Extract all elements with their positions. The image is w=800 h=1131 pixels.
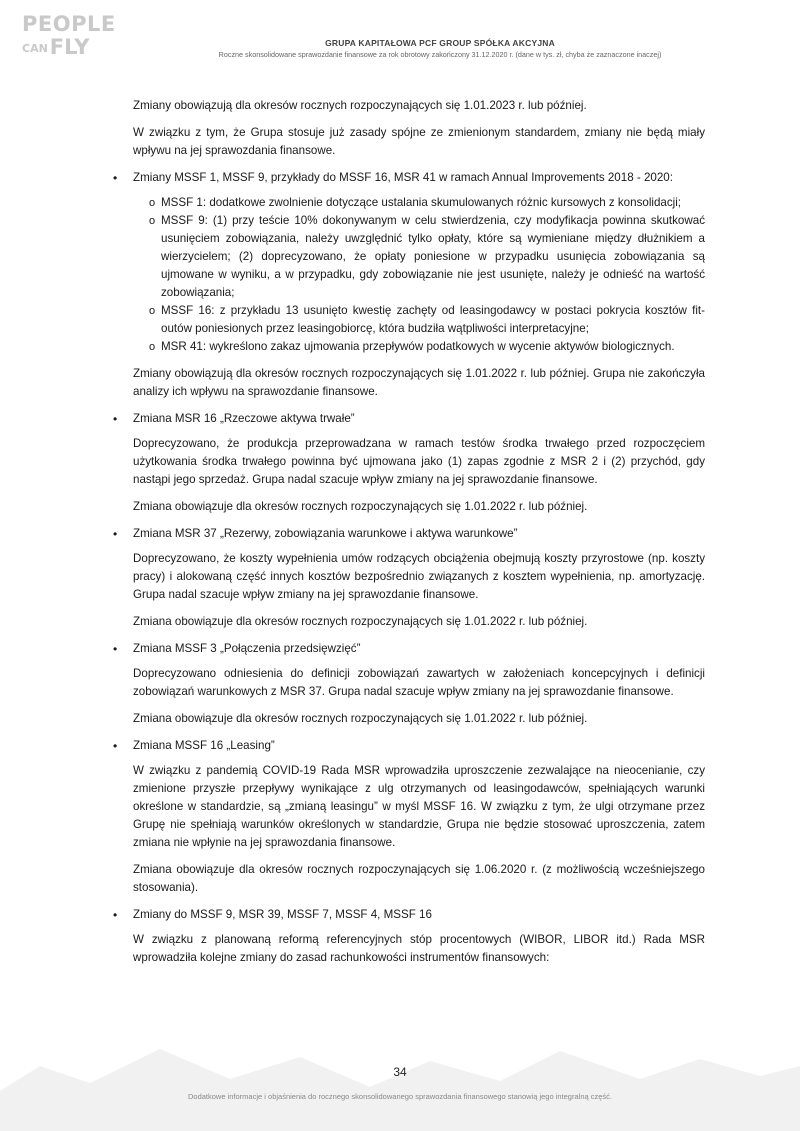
- logo-line-can: CAN: [22, 42, 48, 55]
- sub-list-item: o MSSF 1: dodatkowe zwolnienie dotyczące ustalania skumulowanych różnic kursowych z konsolidacji;: [149, 194, 705, 212]
- bullet-item: • Zmiany MSSF 1, MSSF 9, przykłady do MSSF 16, MSR 41 w ramach Annual Improvements 2018 - 2020:: [113, 169, 705, 187]
- report-subtitle: Roczne skonsolidowane sprawozdanie finansowe za rok obrotowy zakończony 31.12.2020 r. (dane w tys. zł, chyba że zaznaczone inaczej): [218, 50, 662, 59]
- paragraph: Zmiany obowiązują dla okresów rocznych rozpoczynających się 1.01.2023 r. lub później.: [133, 99, 587, 112]
- paragraph: W związku z pandemią COVID-19 Rada MSR wprowadziła uproszczenie zezwalające na nieocenianie, czy zmienione przyszłe przepływy wynikające z ulg otrzymanych od leasingodawców, spełniających warunki określone w standardzie, są „zmianą leasingu” w myśl MSSF 16. W związku z tym, że ulgi otrzymane przez Grupę nie spełniają warunków określonych w standardzie, Grupa nie będzie stosować uproszczenia, zatem zmiana nie wpłynie na jej sprawozdania finansowe.: [133, 764, 705, 849]
- paragraph: Zmiana obowiązuje dla okresów rocznych rozpoczynających się 1.06.2020 r. (z możliwością wcześniejszego stosowania).: [133, 863, 705, 894]
- logo-line-fly: FLY: [49, 35, 90, 59]
- paragraph: Zmiany obowiązują dla okresów rocznych rozpoczynających się 1.01.2022 r. lub później. Grupa nie zakończyła analizy ich wpływu na sprawozdanie finansowe.: [133, 367, 705, 398]
- paragraph: W związku z tym, że Grupa stosuje już zasady spójne ze zmienionym standardem, zmiany nie będą miały wpływu na jej sprawozdania finansowe.: [133, 126, 705, 157]
- paragraph: Zmiana obowiązuje dla okresów rocznych rozpoczynających się 1.01.2022 r. lub później.: [133, 615, 588, 628]
- bullet-item: • Zmiana MSR 16 „Rzeczowe aktywa trwałe”: [113, 410, 705, 428]
- paragraph: W związku z planowaną reformą referencyjnych stóp procentowych (WIBOR, LIBOR itd.) Rada MSR wprowadziła kolejne zmiany do zasad rachunkowości instrumentów finansowych:: [133, 933, 705, 964]
- paragraph: Doprecyzowano, że produkcja przeprowadzana w ramach testów środka trwałego przed rozpoczęciem użytkowania środka trwałego powinna być ujmowana jako (1) zapas zgodnie z MSR 2 i (2) przychód, gdy nastąpi jego sprzedaż. Grupa nadal szacuje wpływ zmiany na jej sprawozdanie finansowe.: [133, 437, 705, 486]
- paragraph: Zmiana obowiązuje dla okresów rocznych rozpoczynających się 1.01.2022 r. lub później.: [133, 500, 588, 513]
- sub-list: [149, 194, 705, 356]
- page-footer: [0, 1065, 800, 1101]
- page-number: 34: [393, 1065, 407, 1079]
- document-body: [113, 97, 705, 976]
- company-name: GRUPA KAPITAŁOWA PCF GROUP SPÓŁKA AKCYJNA: [325, 38, 555, 48]
- page-header: [110, 38, 770, 59]
- paragraph: Zmiana obowiązuje dla okresów rocznych rozpoczynających się 1.01.2022 r. lub później.: [133, 712, 588, 725]
- logo-line-people: PEOPLE: [22, 12, 116, 36]
- sub-list-item: o MSR 41: wykreślono zakaz ujmowania przepływów podatkowych w wycenie aktywów biologicznych.: [149, 338, 705, 356]
- sub-list-item: o MSSF 9: (1) przy teście 10% dokonywanym w celu stwierdzenia, czy modyfikacja powinna skutkować usunięciem zobowiązania, należy uwzględnić tylko opłaty, które są wymieniane między dłużnikiem a wierzycielem; (2) doprecyzowano, że opłaty poniesione w przypadku usunięcia zobowiązania są ujmowane w wyniku, a w przypadku, gdy zobowiązanie nie jest usunięte, należy je odnieść na wartość zobowiązania;: [149, 212, 705, 302]
- footer-note: Dodatkowe informacje i objaśnienia do rocznego skonsolidowanego sprawozdania finansowego stanowią jego integralną część.: [187, 1092, 612, 1101]
- paragraph: Doprecyzowano odniesienia do definicji zobowiązań zawartych w założeniach koncepcyjnych i definicji zobowiązań warunkowych z MSR 37. Grupa nadal szacuje wpływ zmiany na jej sprawozdanie finansowe.: [133, 667, 705, 698]
- bullet-item: • Zmiany do MSSF 9, MSR 39, MSSF 7, MSSF 4, MSSF 16: [113, 906, 705, 924]
- paragraph: Doprecyzowano, że koszty wypełnienia umów rodzących obciążenia obejmują koszty przyrostowe (np. koszty pracy) i alokowaną część innych kosztów bezpośrednio związanych z kosztem wypełnienia, np. amortyzację. Grupa nadal szacuje wpływ zmiany na jej sprawozdanie finansowe.: [133, 552, 705, 601]
- bullet-item: • Zmiana MSSF 16 „Leasing”: [113, 737, 705, 755]
- bullet-item: • Zmiana MSR 37 „Rezerwy, zobowiązania warunkowe i aktywa warunkowe”: [113, 525, 705, 543]
- company-logo: [22, 12, 116, 59]
- bullet-item: • Zmiana MSSF 3 „Połączenia przedsięwzięć”: [113, 640, 705, 658]
- sub-list-item: o MSSF 16: z przykładu 13 usunięto kwestię zachęty od leasingodawcy w postaci pokrycia kosztów fit-outów poniesionych przez leasingobiorcę, która budziła wątpliwości interpretacyjne;: [149, 302, 705, 338]
